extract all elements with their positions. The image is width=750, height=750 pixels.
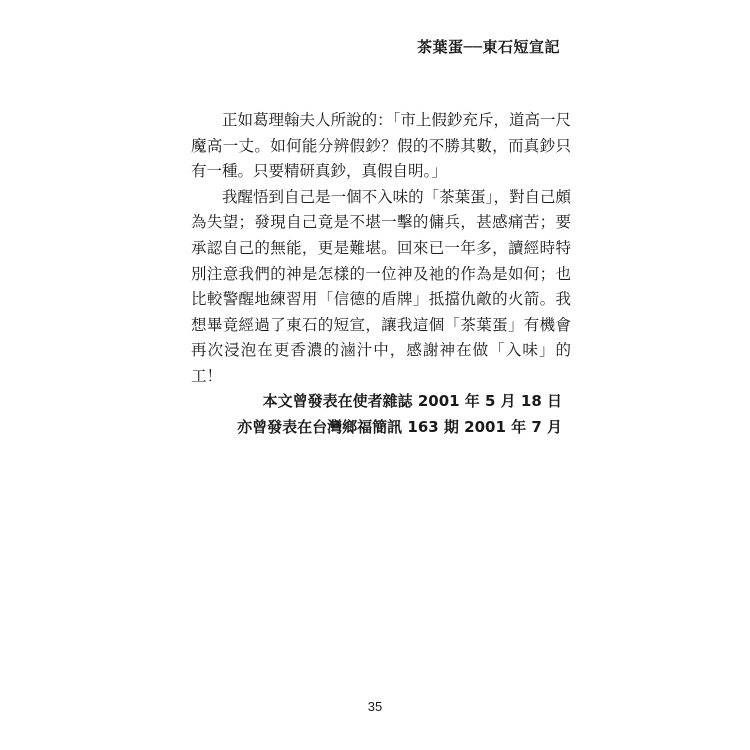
publication-citations [237,388,562,440]
body-text [191,108,571,390]
running-header-title: 茶葉蛋──東石短宣記 [416,38,560,56]
paragraph-reflection: 我醒悟到自己是一個不入味的「茶葉蛋」，對自己頗為失望；發現自己竟是不堪一擊的傭兵，甚感痛苦；要承認自己的無能，更是難堪。回來已一年多，讀經時特別注意我們的神是怎樣的一位神及祂的作為是如何；也比較警醒地練習用「信德的盾牌」抵擋仇敵的火箭。我想畢竟經過了東石的短宣，讓我這個「茶葉蛋」有機會再次浸泡在更香濃的滷汁中，感謝神在做「入味」的工！ [191,187,571,385]
paragraph-quote: 正如葛理翰夫人所說的：「市上假鈔充斥，道高一尺魔高一丈。如何能分辨假鈔？假的不勝其數，而真鈔只有一種。只要精研真鈔，真假自明。」 [191,111,571,181]
citation-line-2: 亦曾發表在台灣鄉福簡訊 163 期 2001 年 7 月 [237,418,562,436]
page-number: 35 [367,699,383,714]
citation-line-1: 本文曾發表在使者雜誌 2001 年 5 月 18 日 [262,392,562,410]
